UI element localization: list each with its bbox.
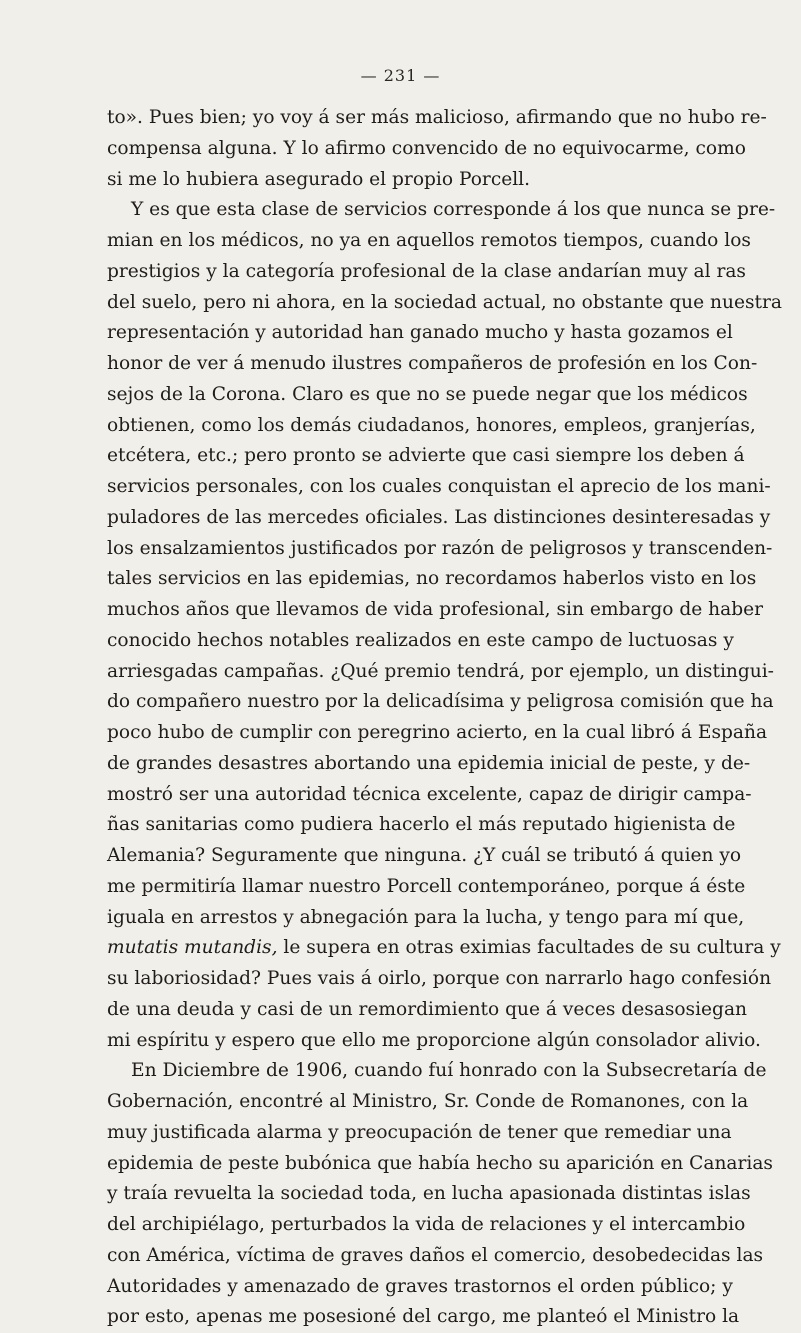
text-line: ñas sanitarias como pudiera hacerlo el más reputado higienista de <box>107 814 736 836</box>
text-line: del suelo, pero ni ahora, en la sociedad actual, no obstante que nuestra <box>107 291 782 313</box>
text-line: Alemania? Seguramente que ninguna. ¿Y cuál se tributó á quien yo <box>107 845 742 866</box>
text-line: servicios personales, con los cuales conquistan el aprecio de los mani- <box>107 476 771 497</box>
text-line: iguala en arrestos y abnegación para la lucha, y tengo para mí que, <box>107 906 745 928</box>
text-line: por esto, apenas me posesioné del cargo, me planteó el Ministro la <box>107 1306 740 1328</box>
text-line: etcétera, etc.; pero pronto se advierte que casi siempre los deben á <box>107 445 745 467</box>
italic-phrase: mutatis mutandis, <box>107 937 278 959</box>
text-line: puladores de las mercedes oficiales. Las distinciones desinteresadas y <box>107 506 771 528</box>
text-line: do compañero nuestro por la delicadísima y peligrosa comisión que ha <box>107 691 774 713</box>
text-line: tales servicios en las epidemias, no recordamos haberlos visto en los <box>107 568 757 590</box>
text-line: arriesgadas campañas. ¿Qué premio tendrá, por ejemplo, un distingui- <box>107 660 774 682</box>
text-line: Y es que esta clase de servicios corresponde á los que nunca se pre- <box>131 199 776 221</box>
text-line: Gobernación, encontré al Ministro, Sr. Conde de Romanones, con la <box>107 1091 749 1112</box>
body-text <box>107 103 782 1333</box>
text-line: prestigios y la categoría profesional de la clase andarían muy al ras <box>107 260 746 282</box>
text-line: con América, víctima de graves daños el comercio, desobedecidas las <box>107 1244 764 1266</box>
text-line: Autoridades y amenazado de graves trastornos el orden público; y <box>107 1275 733 1297</box>
page-number: — 231 — <box>360 66 441 85</box>
text-line: En Diciembre de 1906, cuando fuí honrado con la Subsecretaría de <box>131 1060 767 1082</box>
text-line: muchos años que llevamos de vida profesional, sin embargo de haber <box>107 599 764 620</box>
text-line: me permitiría llamar nuestro Porcell contemporáneo, porque á éste <box>107 875 746 897</box>
text-line: compensa alguna. Y lo afirmo convencido de no equivocarme, como <box>107 137 746 159</box>
text-line: mi espíritu y espero que ello me proporcione algún consolador alivio. <box>107 1029 761 1051</box>
text-line: honor de ver á menudo ilustres compañeros de profesión en los Con- <box>107 353 758 374</box>
text-line: sejos de la Corona. Claro es que no se puede negar que los médicos <box>107 383 748 405</box>
text-line-rest: le supera en otras eximias facultades de su cultura y <box>283 937 781 959</box>
text-line: epidemia de peste bubónica que había hecho su aparición en Canarias <box>107 1152 773 1174</box>
text-line: mian en los médicos, no ya en aquellos remotos tiempos, cuando los <box>107 230 751 251</box>
text-line: de grandes desastres abortando una epidemia inicial de peste, y de- <box>107 752 751 774</box>
text-line: del archipiélago, perturbados la vida de relaciones y el intercambio <box>107 1214 746 1235</box>
text-line: su laboriosidad? Pues vais á oirlo, porque con narrarlo hago confesión <box>107 968 772 989</box>
text-line: poco hubo de cumplir con peregrino acierto, en la cual libró á España <box>107 722 768 743</box>
text-line: to». Pues bien; yo voy á ser más malicioso, afirmando que no hubo re- <box>107 107 767 128</box>
text-line: muy justificada alarma y preocupación de tener que remediar una <box>107 1121 732 1143</box>
text-line: si me lo hubiera asegurado el propio Porcell. <box>107 168 531 190</box>
text-line: mostró ser una autoridad técnica excelente, capaz de dirigir campa- <box>107 783 752 805</box>
text-line: representación y autoridad han ganado mucho y hasta gozamos el <box>107 322 733 344</box>
text-line: de una deuda y casi de un remordimiento que á veces desasosiegan <box>107 998 748 1020</box>
text-line: conocido hechos notables realizados en este campo de luctuosas y <box>107 629 734 651</box>
text-line: obtienen, como los demás ciudadanos, honores, empleos, granjerías, <box>107 414 756 436</box>
text-line: y traía revuelta la sociedad toda, en lucha apasionada distintas islas <box>107 1183 751 1205</box>
text-line-with-italic <box>107 933 781 964</box>
text-line: los ensalzamientos justificados por razón de peligrosos y transcenden- <box>107 537 773 559</box>
